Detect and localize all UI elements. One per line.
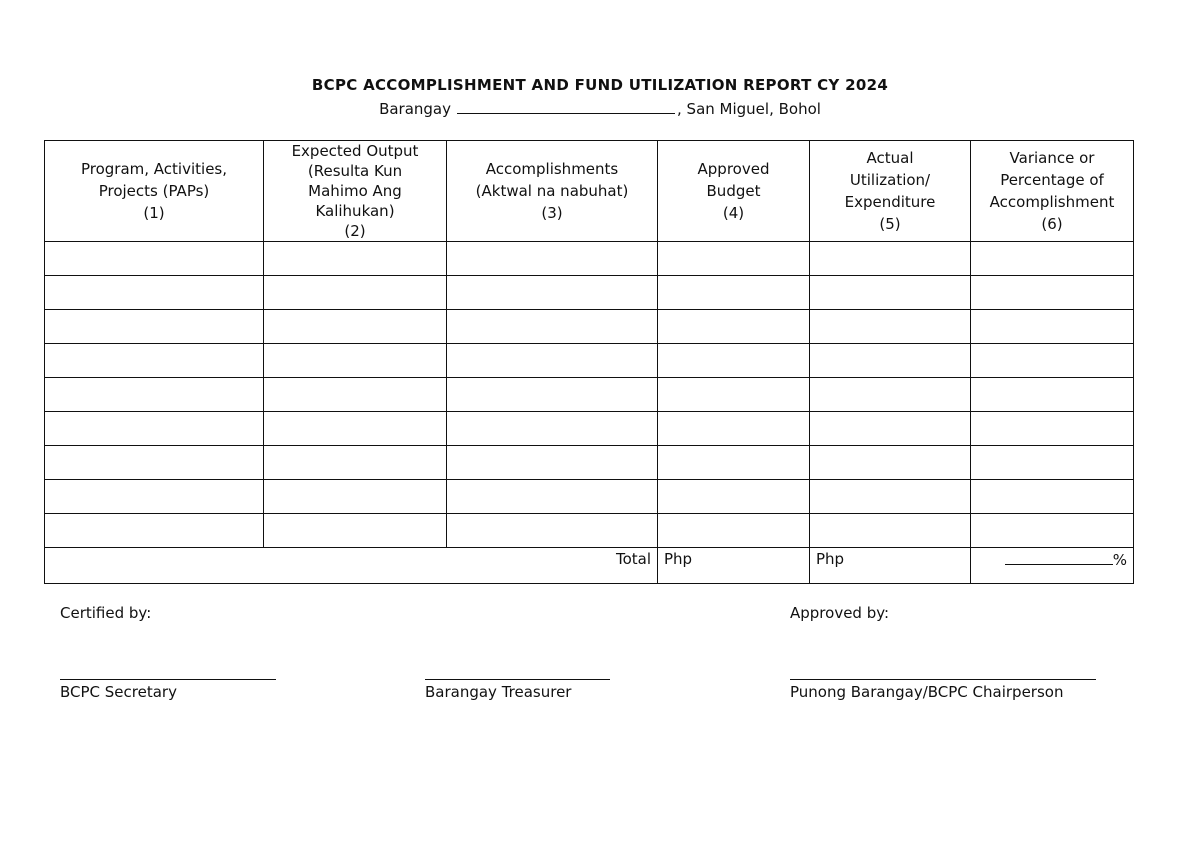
table-cell[interactable] [658, 344, 810, 378]
table-cell[interactable] [447, 412, 658, 446]
table-cell[interactable] [264, 344, 447, 378]
percent-sign: % [1112, 551, 1127, 569]
report-title: BCPC ACCOMPLISHMENT AND FUND UTILIZATION REPORT CY 2024 [311, 76, 889, 94]
barangay-prefix: Barangay [379, 100, 452, 118]
table-cell[interactable] [264, 446, 447, 480]
table-cell[interactable] [447, 242, 658, 276]
table-cell[interactable] [447, 480, 658, 514]
table-cell[interactable] [45, 276, 264, 310]
table-cell[interactable] [45, 446, 264, 480]
table-cell[interactable] [658, 480, 810, 514]
table-row [45, 344, 1134, 378]
signature-block-treasurer [425, 660, 610, 701]
total-budget-cell[interactable]: Php [658, 548, 810, 584]
signature-line[interactable] [60, 660, 276, 680]
table-cell[interactable] [810, 242, 971, 276]
table-row [45, 378, 1134, 412]
table-row [45, 480, 1134, 514]
table-cell[interactable] [264, 412, 447, 446]
table-row [45, 242, 1134, 276]
table-cell[interactable] [810, 310, 971, 344]
table-cell[interactable] [264, 378, 447, 412]
table-cell[interactable] [810, 276, 971, 310]
col-header-actual-expenditure: Actual Utilization/ Expenditure (5) [810, 141, 971, 242]
signature-block-secretary [60, 660, 276, 701]
total-label: Total [45, 548, 658, 584]
table-cell[interactable] [658, 446, 810, 480]
col-header-variance: Variance or Percentage of Accomplishment (6) [971, 141, 1134, 242]
table-row [45, 276, 1134, 310]
table-cell[interactable] [810, 480, 971, 514]
table-cell[interactable] [447, 514, 658, 548]
table-cell[interactable] [45, 480, 264, 514]
table-cell[interactable] [45, 242, 264, 276]
table-cell[interactable] [971, 480, 1134, 514]
col-header-accomplishments: Accomplishments (Aktwal na nabuhat) (3) [447, 141, 658, 242]
table-cell[interactable] [971, 412, 1134, 446]
table-cell[interactable] [971, 310, 1134, 344]
table-cell[interactable] [658, 514, 810, 548]
table-cell[interactable] [810, 412, 971, 446]
table-cell[interactable] [45, 514, 264, 548]
signature-block-chairperson [790, 660, 1096, 701]
signatory-title: Barangay Treasurer [425, 683, 572, 701]
total-expenditure-cell[interactable]: Php [810, 548, 971, 584]
signature-line[interactable] [790, 660, 1096, 680]
report-table [44, 140, 1134, 584]
total-percentage-cell[interactable] [971, 548, 1134, 584]
table-cell[interactable] [447, 276, 658, 310]
table-cell[interactable] [264, 276, 447, 310]
table-cell[interactable] [971, 446, 1134, 480]
table-cell[interactable] [264, 480, 447, 514]
table-cell[interactable] [971, 378, 1134, 412]
table-cell[interactable] [658, 412, 810, 446]
table-cell[interactable] [658, 310, 810, 344]
table-cell[interactable] [810, 378, 971, 412]
table-cell[interactable] [447, 446, 658, 480]
total-row [45, 548, 1134, 584]
table-cell[interactable] [264, 514, 447, 548]
barangay-suffix: , San Miguel, Bohol [677, 100, 821, 118]
table-cell[interactable] [971, 276, 1134, 310]
approved-by-label: Approved by: [790, 604, 890, 622]
table-cell[interactable] [810, 446, 971, 480]
col-header-paps: Program, Activities, Projects (PAPs) (1) [45, 141, 264, 242]
table-row [45, 412, 1134, 446]
table-cell[interactable] [447, 378, 658, 412]
table-cell[interactable] [447, 310, 658, 344]
barangay-name-blank[interactable] [457, 99, 675, 114]
percentage-blank[interactable] [1005, 550, 1113, 565]
signature-line[interactable] [425, 660, 610, 680]
table-cell[interactable] [264, 242, 447, 276]
table-cell[interactable] [658, 378, 810, 412]
table-row [45, 446, 1134, 480]
table-cell[interactable] [658, 242, 810, 276]
table-cell[interactable] [971, 344, 1134, 378]
col-header-expected-output: Expected Output (Resulta Kun Mahimo Ang Kalihukan) (2) [264, 141, 447, 242]
table-cell[interactable] [658, 276, 810, 310]
table-cell[interactable] [45, 344, 264, 378]
table-cell[interactable] [45, 310, 264, 344]
table-row [45, 514, 1134, 548]
table-cell[interactable] [264, 310, 447, 344]
table-cell[interactable] [971, 242, 1134, 276]
header-row [45, 141, 1134, 242]
table-cell[interactable] [45, 378, 264, 412]
signatory-title: Punong Barangay/BCPC Chairperson [790, 683, 1064, 701]
table-cell[interactable] [810, 514, 971, 548]
signatory-title: BCPC Secretary [60, 683, 177, 701]
report-subtitle [0, 99, 1200, 118]
certified-by-label: Certified by: [60, 604, 152, 622]
col-header-approved-budget: Approved Budget (4) [658, 141, 810, 242]
table-cell[interactable] [971, 514, 1134, 548]
table-cell[interactable] [810, 344, 971, 378]
table-cell[interactable] [447, 344, 658, 378]
table-row [45, 310, 1134, 344]
table-cell[interactable] [45, 412, 264, 446]
